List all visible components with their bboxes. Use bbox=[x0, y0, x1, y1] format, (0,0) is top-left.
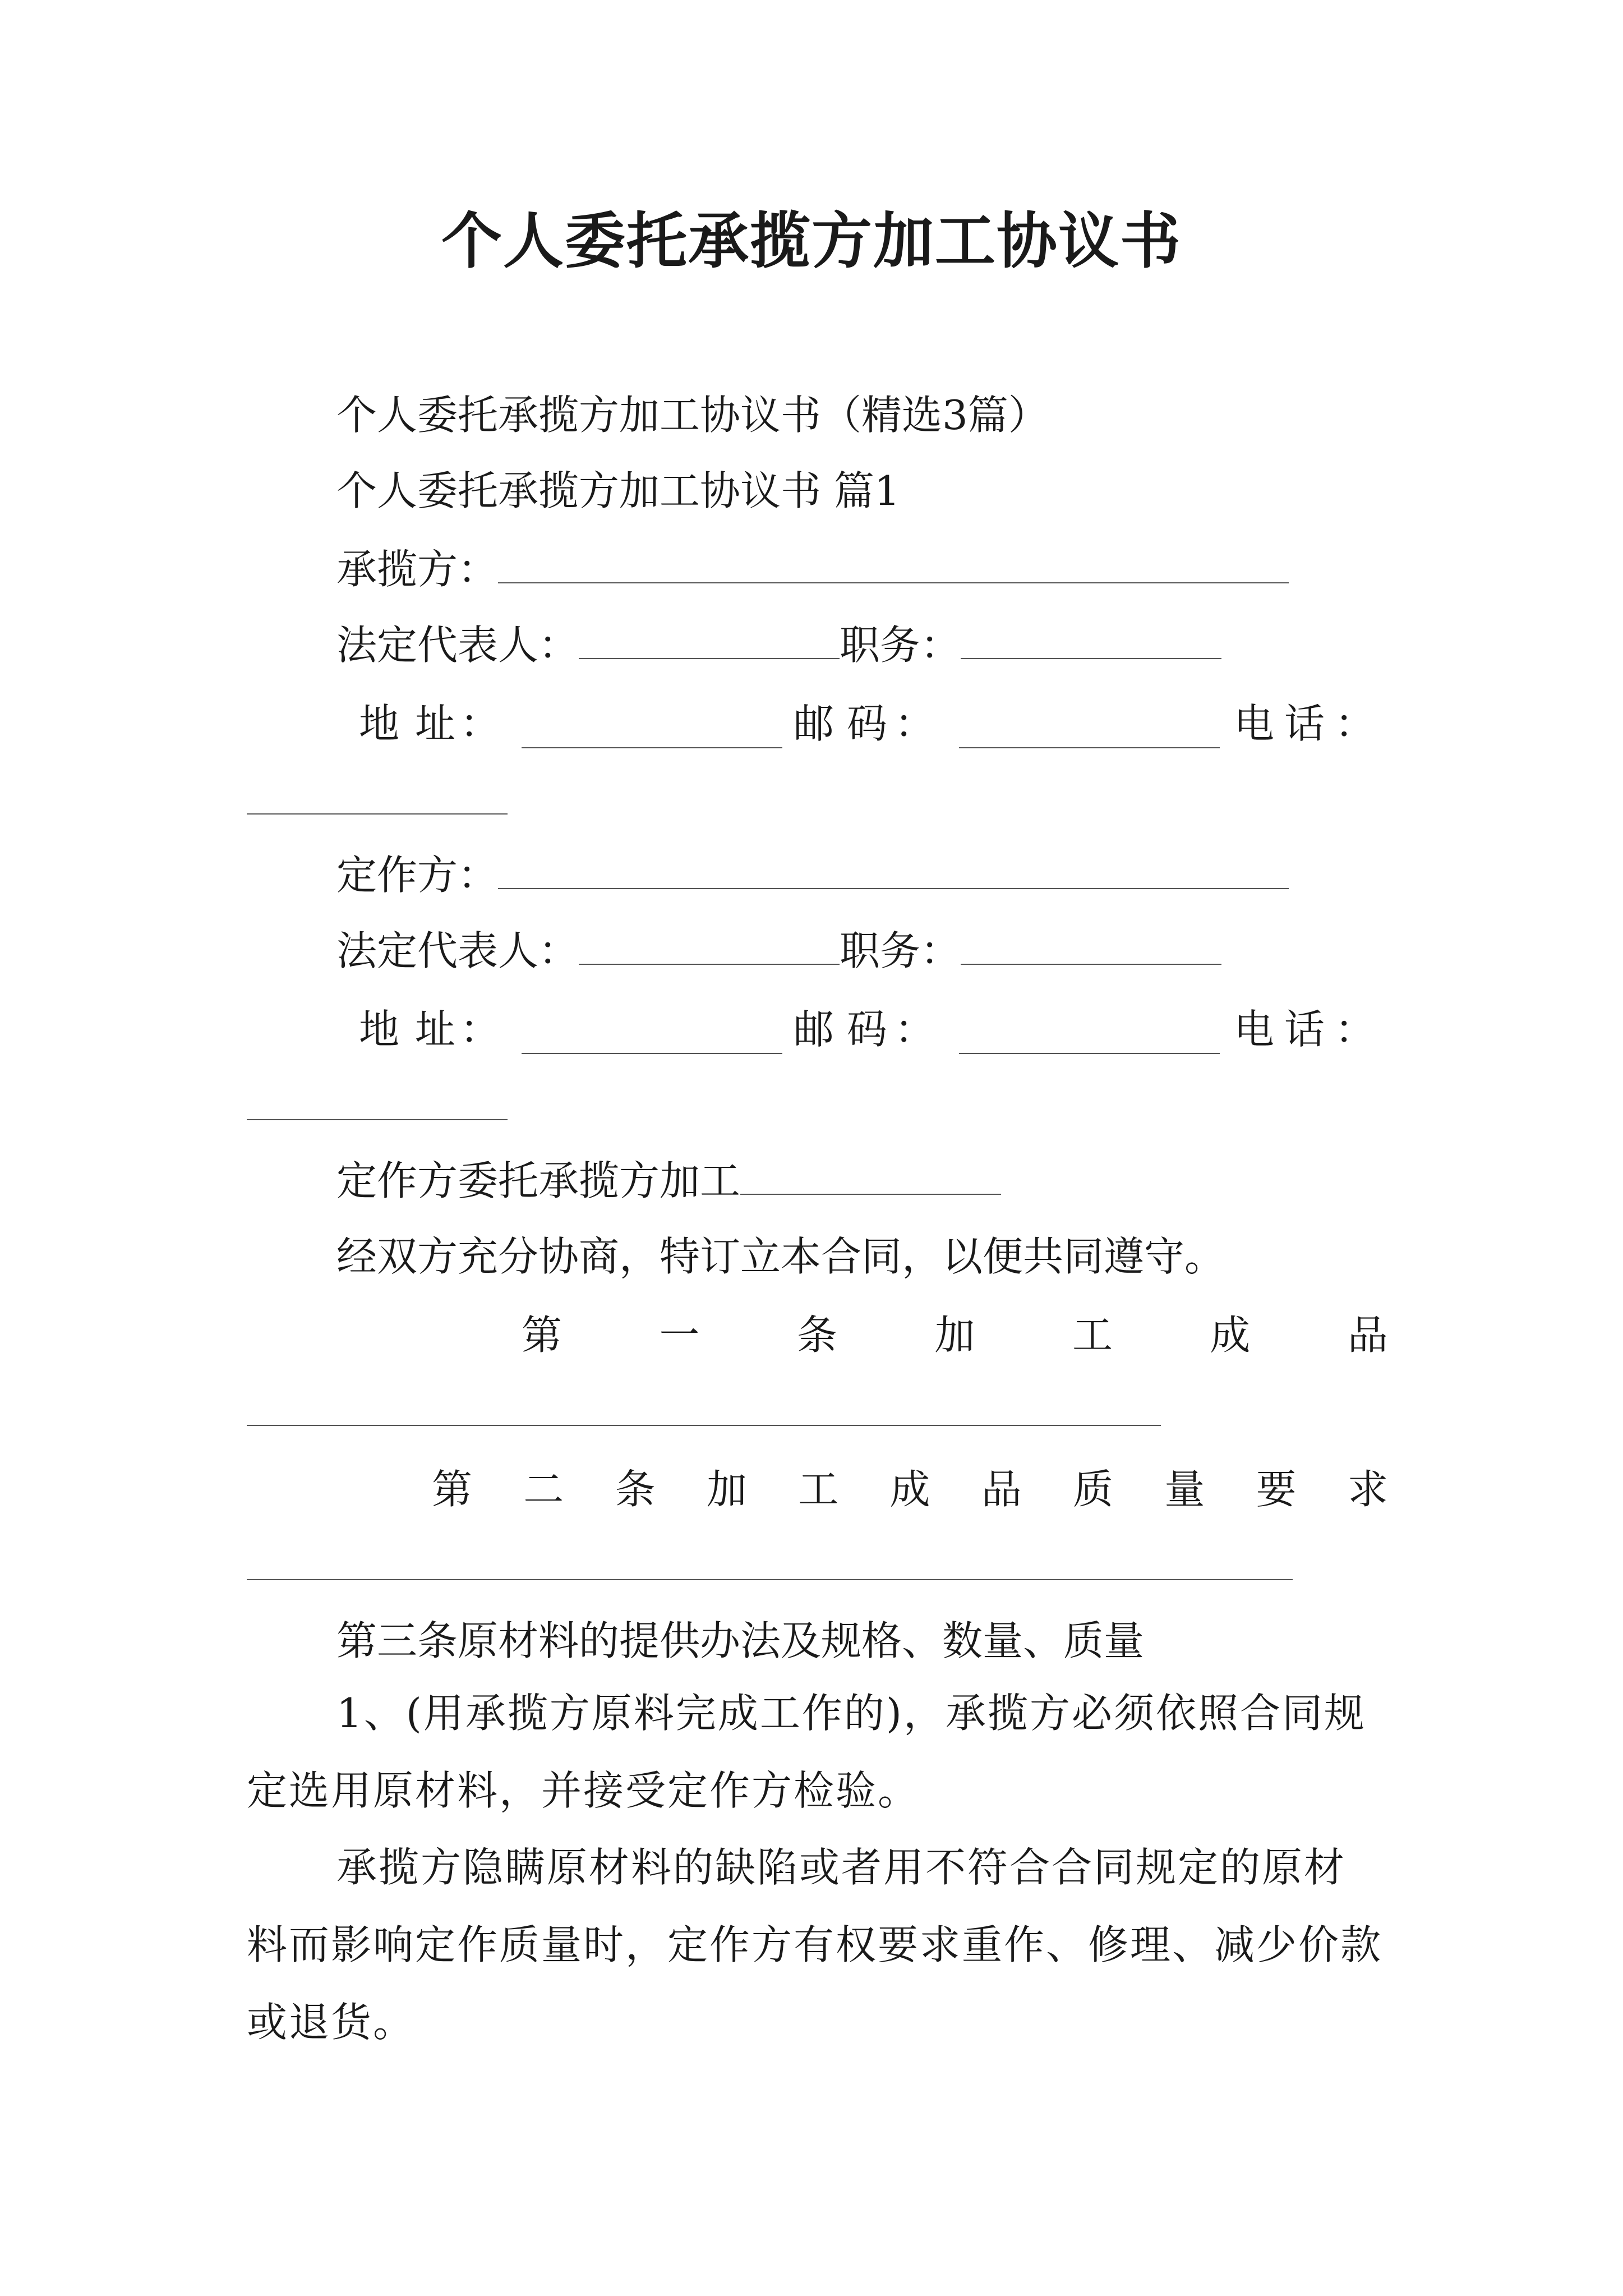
contractor-address-char: ： bbox=[460, 700, 501, 747]
contractor-phone-char: ： bbox=[1335, 700, 1376, 747]
entrust-item-blank[interactable] bbox=[740, 1159, 1001, 1195]
contractor-zip-char: 邮 bbox=[794, 700, 834, 747]
article2-char: 成 bbox=[889, 1466, 930, 1513]
client-name-blank[interactable] bbox=[498, 853, 1289, 889]
contractor-name-blank[interactable] bbox=[498, 547, 1289, 583]
article1-char: 成 bbox=[1210, 1312, 1251, 1359]
contractor-rep-label: 法定代表人： bbox=[336, 622, 579, 669]
article2-char: 质 bbox=[1073, 1466, 1114, 1513]
client-phone-char: ： bbox=[1335, 1006, 1376, 1053]
article2-char: 量 bbox=[1164, 1466, 1205, 1513]
client-duty-label: 职务： bbox=[840, 927, 961, 974]
client-phone-char: 话 bbox=[1284, 1006, 1325, 1053]
client-zip-char: 码 bbox=[847, 1006, 888, 1053]
article2-char: 第 bbox=[432, 1466, 473, 1513]
client-address-char: 地 bbox=[359, 1006, 400, 1053]
article1-char: 加 bbox=[934, 1312, 975, 1359]
client-address-blank[interactable] bbox=[522, 1018, 782, 1054]
contractor-address-blank[interactable] bbox=[522, 712, 782, 748]
contractor-address-char: 地 bbox=[359, 700, 400, 747]
client-rep-row bbox=[336, 923, 1221, 979]
contractor-zip-char: ： bbox=[895, 700, 935, 747]
client-label: 定作方： bbox=[336, 852, 499, 899]
article2-char: 品 bbox=[981, 1466, 1022, 1513]
part-heading: 个人委托承揽方加工协议书 篇1 bbox=[336, 467, 900, 514]
article2-char: 工 bbox=[798, 1466, 839, 1513]
article1-blank[interactable] bbox=[247, 1425, 1161, 1426]
client-phone-char: 电 bbox=[1234, 1006, 1275, 1053]
article1-char: 一 bbox=[659, 1312, 700, 1359]
article1-char: 品 bbox=[1347, 1312, 1388, 1359]
article1-char: 第 bbox=[522, 1312, 562, 1359]
article1-heading bbox=[522, 1307, 1388, 1363]
client-rep-label: 法定代表人： bbox=[336, 927, 579, 974]
contractor-label: 承揽方： bbox=[336, 546, 499, 593]
client-duty-blank[interactable] bbox=[961, 929, 1221, 965]
article2-char: 要 bbox=[1256, 1466, 1297, 1513]
article2-char: 求 bbox=[1347, 1466, 1388, 1513]
contractor-row bbox=[336, 541, 1289, 597]
agreement-text: 经双方充分协商，特订立本合同，以便共同遵守。 bbox=[336, 1233, 1225, 1280]
contractor-zip-blank[interactable] bbox=[959, 712, 1220, 748]
article2-heading bbox=[432, 1461, 1388, 1517]
client-rep-blank[interactable] bbox=[579, 929, 840, 965]
contractor-address-char: 址 bbox=[415, 700, 456, 747]
paragraph-1: 1、(用承揽方原料完成工作的)，承揽方必须依照合同规定选用原材料，并接受定作方检验。 bbox=[247, 1690, 1366, 1814]
client-zip-char: 邮 bbox=[794, 1006, 834, 1053]
article3-title: 第三条原材料的提供办法及规格、数量、质量 bbox=[336, 1617, 1145, 1664]
client-zip-char: ： bbox=[895, 1006, 935, 1053]
article2-char: 二 bbox=[523, 1466, 564, 1513]
subtitle: 个人委托承揽方加工协议书（精选3篇） bbox=[336, 392, 1049, 439]
client-row bbox=[336, 847, 1289, 903]
contractor-rep-row bbox=[336, 617, 1221, 673]
article2-blank[interactable] bbox=[247, 1579, 1293, 1580]
article2-char: 加 bbox=[706, 1466, 747, 1513]
client-address-char: 址 bbox=[415, 1006, 456, 1053]
client-address-char: ： bbox=[460, 1006, 501, 1053]
contractor-zip-char: 码 bbox=[847, 700, 888, 747]
paragraph-2: 承揽方隐瞒原材料的缺陷或者用不符合合同规定的原材料而影响定作质量时，定作方有权要求重作、修理、减少价款或退货。 bbox=[247, 1844, 1383, 2046]
client-zip-blank[interactable] bbox=[959, 1018, 1220, 1054]
contractor-phone-char: 话 bbox=[1284, 700, 1325, 747]
article1-char: 工 bbox=[1072, 1312, 1113, 1359]
contractor-duty-blank[interactable] bbox=[961, 623, 1221, 659]
contractor-rep-blank[interactable] bbox=[579, 623, 840, 659]
entrust-row bbox=[336, 1153, 1001, 1209]
article1-char: 条 bbox=[796, 1312, 837, 1359]
article2-char: 条 bbox=[615, 1466, 656, 1513]
contractor-duty-label: 职务： bbox=[840, 622, 961, 669]
contractor-phone-blank[interactable] bbox=[247, 813, 508, 815]
client-phone-blank[interactable] bbox=[247, 1119, 508, 1120]
document-title: 个人委托承揽方加工协议书 bbox=[441, 206, 1182, 277]
entrust-text: 定作方委托承揽方加工 bbox=[336, 1157, 741, 1204]
contractor-phone-char: 电 bbox=[1234, 700, 1275, 747]
